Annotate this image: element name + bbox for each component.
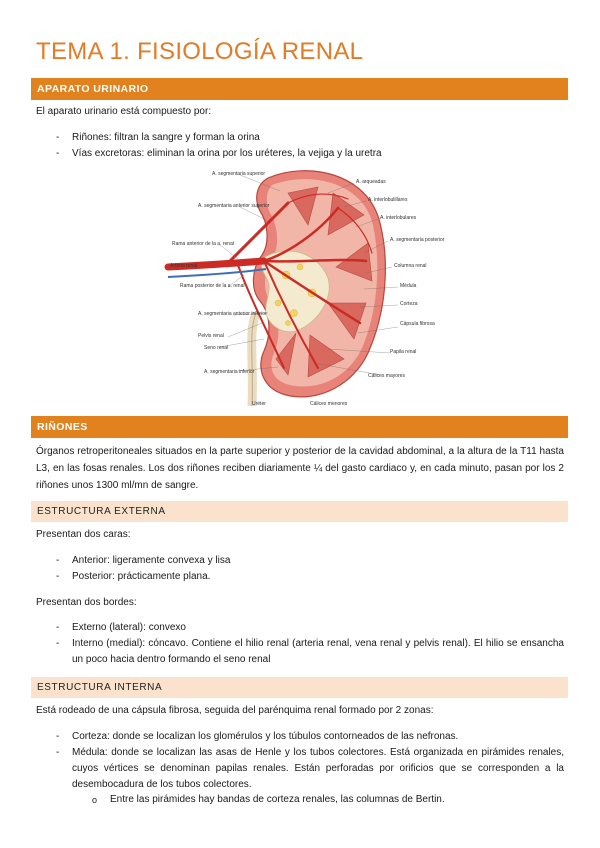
rinones-paragraph: Órganos retroperitoneales situados en la parte superior y posterior de la cavidad abdominal, a la altura de la T11 hasta L3, en las fosas renales. Los dos riñones reciben diariamente ¼ del gasto cardiaco y, en cada minuto, pasan por los 2 riñones unos 1300 ml/mn de sangre. — [36, 446, 564, 491]
list-item: - Interno (medial): cóncavo. Contiene el hilio renal (arteria renal, vena renal y pelvis renal). El hilio se ensancha un poco hacia dentro formando el seno renal — [56, 638, 564, 665]
dash-bullet: - — [56, 571, 60, 582]
fig-label: Cálices mayores — [368, 373, 405, 379]
fig-label: Seno renal — [204, 345, 229, 351]
faces-intro: Presentan dos caras: — [36, 529, 131, 540]
fig-label: A. segmentaria posterior — [390, 237, 445, 243]
fig-label: A. interlobulares — [380, 215, 417, 221]
section-header-estructura-interna: ESTRUCTURA INTERNA — [31, 677, 568, 698]
fig-label: Médula — [400, 283, 417, 289]
fig-label: Papila renal — [390, 349, 417, 355]
fig-label: Arteria renal — [170, 263, 198, 269]
list-item: - Corteza: donde se localizan los glomérulos y los túbulos contorneados de las nefronas. — [56, 729, 564, 745]
list-item: - Posterior: prácticamente plana. — [56, 569, 564, 585]
fig-label: A. segmentaria superior — [212, 171, 266, 177]
kidney-diagram — [168, 163, 445, 407]
renal-vein — [168, 269, 266, 277]
dash-bullet: - — [56, 731, 60, 742]
fig-label: Columna renal — [394, 263, 427, 269]
section-header-estructura-externa: ESTRUCTURA EXTERNA — [31, 501, 568, 522]
dash-bullet: - — [56, 747, 60, 758]
fig-label: A. interlobulillares — [368, 197, 408, 203]
fig-label: Uréter — [252, 401, 266, 407]
dash-bullet: - — [56, 555, 60, 566]
dash-bullet: - — [56, 132, 60, 143]
list-item: - Externo (lateral): convexo — [56, 620, 564, 636]
kidney-illustration — [168, 163, 445, 407]
fig-label: A. segmentaria anterior superior — [198, 203, 270, 209]
circle-bullet: o — [92, 795, 98, 805]
aparato-intro: El aparato urinario está compuesto por: — [36, 106, 212, 117]
dash-bullet: - — [56, 148, 60, 159]
sub-list-item: o Entre las pirámides hay bandas de corteza renales, las columnas de Bertin. — [92, 792, 562, 808]
fig-label: A. segmentaria inferior — [204, 369, 255, 375]
fig-label: Rama anterior de la a. renal — [172, 241, 234, 247]
borders-intro: Presentan dos bordes: — [36, 597, 137, 608]
list-item: - Vías excretoras: eliminan la orina por los uréteres, la vejiga y la uretra — [56, 146, 564, 162]
list-item: - Anterior: ligeramente convexa y lisa — [56, 553, 564, 569]
page-title: TEMA 1. FISIOLOGÍA RENAL — [36, 38, 364, 65]
section-header-rinones: RIÑONES — [31, 416, 568, 438]
fig-label: Pelvis renal — [198, 333, 224, 339]
list-item: - Riñones: filtran la sangre y forman la orina — [56, 130, 564, 146]
fig-label: Corteza — [400, 301, 418, 307]
dash-bullet: - — [56, 622, 60, 633]
interna-intro: Está rodeado de una cápsula fibrosa, seguida del parénquima renal formado por 2 zonas: — [36, 705, 434, 716]
fig-label: Rama posterior de la a. renal — [180, 283, 245, 289]
fig-label: Cápsula fibrosa — [400, 321, 435, 327]
section-header-aparato-urinario: APARATO URINARIO — [31, 78, 568, 100]
list-item: - Médula: donde se localizan las asas de Henle y los tubos colectores. Está organizada en pirámides renales, cuyos vértices se denominan papilas renales. Están perforadas por orificios que se corresponden a la desembocadura de los tubos colectores. — [56, 747, 564, 790]
dash-bullet: - — [56, 638, 60, 649]
fig-label: Cálices menores — [310, 401, 348, 407]
fig-label: A. arqueadas — [356, 179, 386, 185]
fig-label: A. segmentaria anterior inferior — [198, 311, 267, 317]
